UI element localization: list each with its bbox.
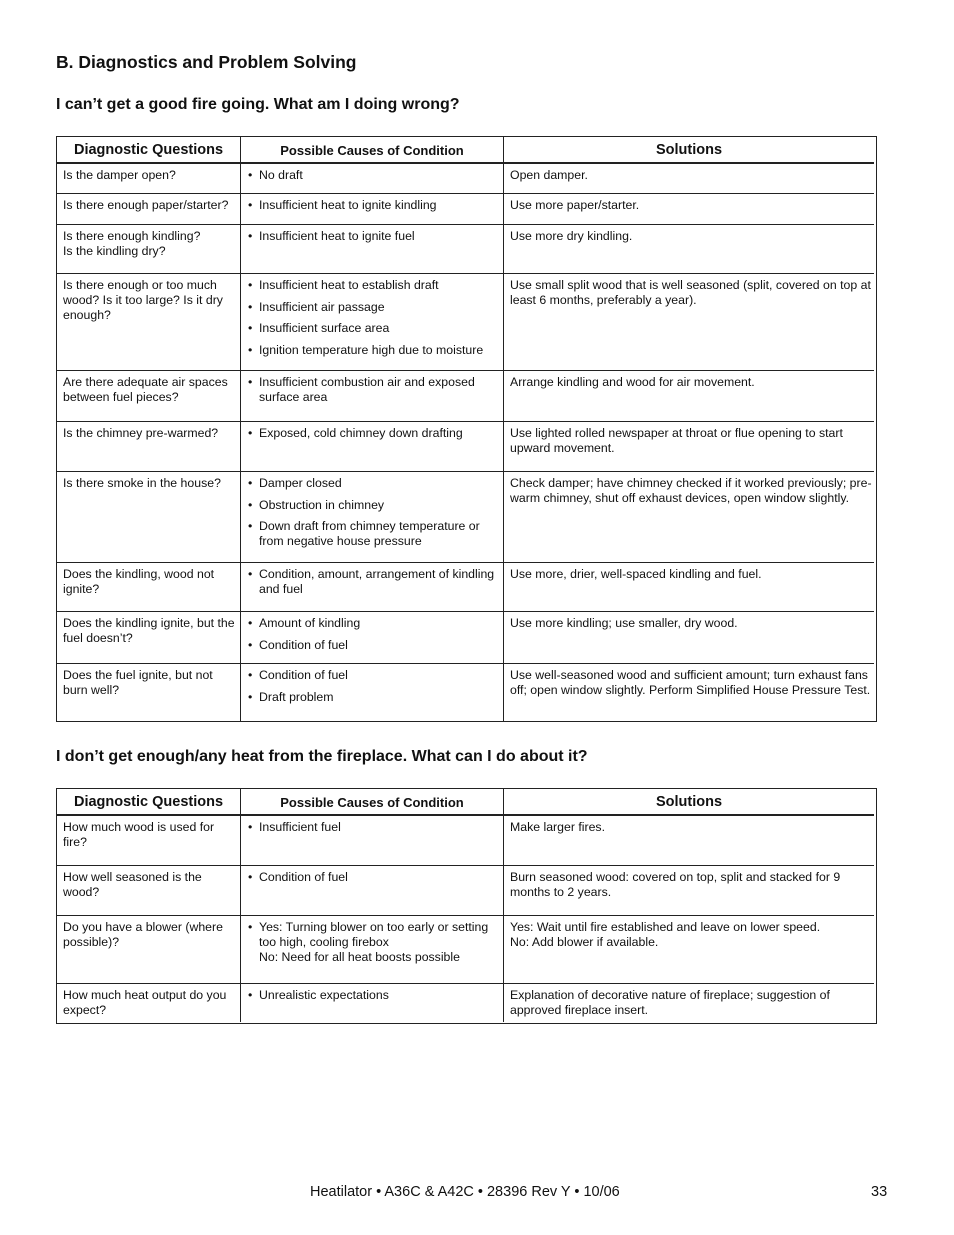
solution: Use small split wood that is well seasoned (split, covered on top at least 6 months, preferably a year). (510, 278, 871, 307)
cause-item: • Ignition temperature high due to moisture (247, 343, 503, 358)
possible-causes-cell (241, 371, 504, 421)
diagnostic-question: Do you have a blower (where possible)? (57, 916, 241, 983)
causes-list (247, 198, 503, 213)
table1-question-heading: I can’t get a good fire going. What am I doing wrong? (56, 96, 460, 113)
table-row (57, 816, 874, 866)
possible-causes-cell (241, 563, 504, 611)
cause-item: • Unrealistic expectations (247, 988, 503, 1003)
diagnostic-question: How much wood is used for fire? (57, 816, 241, 865)
diagnostics-table-heat (56, 788, 877, 1024)
diagnostic-question: Does the kindling ignite, but the fuel doesn’t? (57, 612, 241, 663)
table-header-row (57, 137, 874, 164)
solution: Use more kindling; use smaller, dry wood. (510, 616, 738, 630)
table2-question-heading: I don’t get enough/any heat from the fireplace. What can I do about it? (56, 748, 588, 765)
possible-causes-cell (241, 916, 504, 983)
table-row (57, 664, 874, 721)
solution: Use well-seasoned wood and sufficient amount; turn exhaust fans off; open window slightly. Perform Simplified House Pressure Test. (510, 668, 871, 697)
header-diagnostic-questions: Diagnostic Questions (57, 137, 241, 162)
causes-list (247, 668, 503, 705)
causes-list (247, 616, 503, 653)
possible-causes-cell (241, 664, 504, 721)
possible-causes-cell (241, 612, 504, 663)
footer-text: Heatilator • A36C & A42C • 28396 Rev Y • 10/06 (310, 1184, 620, 1200)
header-possible-causes: Possible Causes of Condition (241, 789, 504, 814)
section-title: B. Diagnostics and Problem Solving (56, 52, 357, 72)
possible-causes-cell (241, 866, 504, 915)
possible-causes-cell (241, 164, 504, 193)
cause-item: • Damper closed (247, 476, 503, 491)
cause-item: • Draft problem (247, 690, 503, 705)
cause-item: • Insufficient combustion air and exposed surface area (247, 375, 503, 405)
solution: Yes: Wait until fire established and leave on lower speed. No: Add blower if available. (510, 920, 821, 949)
diagnostic-question: How much heat output do you expect? (57, 984, 241, 1022)
table-row (57, 472, 874, 563)
causes-list (247, 988, 503, 1003)
cause-item: • Insufficient heat to ignite fuel (247, 229, 503, 244)
causes-list (247, 375, 503, 405)
cause-item: • Insufficient air passage (247, 300, 503, 315)
possible-causes-cell (241, 816, 504, 865)
causes-list (247, 567, 503, 597)
causes-list (247, 920, 503, 965)
table-row (57, 164, 874, 194)
causes-list (247, 870, 503, 885)
causes-list (247, 168, 503, 183)
diagnostic-question: Does the kindling, wood not ignite? (57, 563, 241, 611)
solution: Use lighted rolled newspaper at throat or flue opening to start upward movement. (510, 426, 843, 455)
solution: Open damper. (510, 168, 588, 182)
causes-list (247, 426, 503, 441)
table-row (57, 916, 874, 984)
cause-item: • Condition of fuel (247, 638, 503, 653)
table-header-row (57, 789, 874, 816)
table-row (57, 194, 874, 225)
diagnostics-table-fire (56, 136, 877, 722)
solution: Use more, drier, well-spaced kindling and fuel. (510, 567, 762, 581)
solution: Arrange kindling and wood for air movement. (510, 375, 755, 389)
header-solutions: Solutions (655, 142, 723, 158)
table-row (57, 274, 874, 371)
table-row (57, 563, 874, 612)
possible-causes-cell (241, 225, 504, 273)
possible-causes-cell (241, 472, 504, 562)
cause-item: • Yes: Turning blower on too early or setting too high, cooling firebox No: Need for all heat boosts possible (247, 920, 503, 965)
page-number: 33 (871, 1184, 888, 1200)
diagnostic-question: Is there enough or too much wood? Is it too large? Is it dry enough? (57, 274, 241, 370)
solution: Burn seasoned wood: covered on top, split and stacked for 9 months to 2 years. (510, 870, 841, 899)
solution: Use more paper/starter. (510, 198, 640, 212)
table-row (57, 371, 874, 422)
header-solutions: Solutions (655, 794, 723, 810)
solution: Use more dry kindling. (510, 229, 633, 243)
cause-item: • Insufficient heat to establish draft (247, 278, 503, 293)
table-row (57, 612, 874, 664)
cause-item: • Condition of fuel (247, 668, 503, 683)
table-row (57, 225, 874, 274)
cause-item: • No draft (247, 168, 503, 183)
cause-item: • Insufficient fuel (247, 820, 503, 835)
possible-causes-cell (241, 194, 504, 224)
solution: Make larger fires. (510, 820, 605, 834)
cause-item: • Insufficient surface area (247, 321, 503, 336)
cause-item: • Obstruction in chimney (247, 498, 503, 513)
cause-item: • Condition of fuel (247, 870, 503, 885)
cause-item: • Insufficient heat to ignite kindling (247, 198, 503, 213)
solution: Explanation of decorative nature of fireplace; suggestion of approved fireplace insert. (510, 988, 830, 1017)
cause-item: • Amount of kindling (247, 616, 503, 631)
cause-item: • Exposed, cold chimney down drafting (247, 426, 503, 441)
header-possible-causes: Possible Causes of Condition (241, 137, 504, 162)
diagnostic-question: Does the fuel ignite, but not burn well? (57, 664, 241, 721)
diagnostic-question: Is there enough paper/starter? (57, 194, 241, 224)
possible-causes-cell (241, 984, 504, 1022)
table-row (57, 866, 874, 916)
causes-list (247, 229, 503, 244)
header-diagnostic-questions: Diagnostic Questions (57, 789, 241, 814)
causes-list (247, 476, 503, 549)
diagnostic-question: Are there adequate air spaces between fuel pieces? (57, 371, 241, 421)
diagnostic-question: How well seasoned is the wood? (57, 866, 241, 915)
diagnostic-question: Is the damper open? (57, 164, 241, 193)
diagnostic-question: Is there smoke in the house? (57, 472, 241, 562)
causes-list (247, 278, 503, 358)
causes-list (247, 820, 503, 835)
possible-causes-cell (241, 274, 504, 370)
diagnostic-question: Is there enough kindling? Is the kindling dry? (57, 225, 241, 273)
possible-causes-cell (241, 422, 504, 471)
cause-item: • Condition, amount, arrangement of kindling and fuel (247, 567, 503, 597)
table-row (57, 984, 874, 1022)
diagnostic-question: Is the chimney pre-warmed? (57, 422, 241, 471)
cause-item: • Down draft from chimney temperature or from negative house pressure (247, 519, 503, 549)
table-row (57, 422, 874, 472)
solution: Check damper; have chimney checked if it worked previously; pre-warm chimney, shut off exhaust devices, open window slightly. (510, 476, 872, 505)
